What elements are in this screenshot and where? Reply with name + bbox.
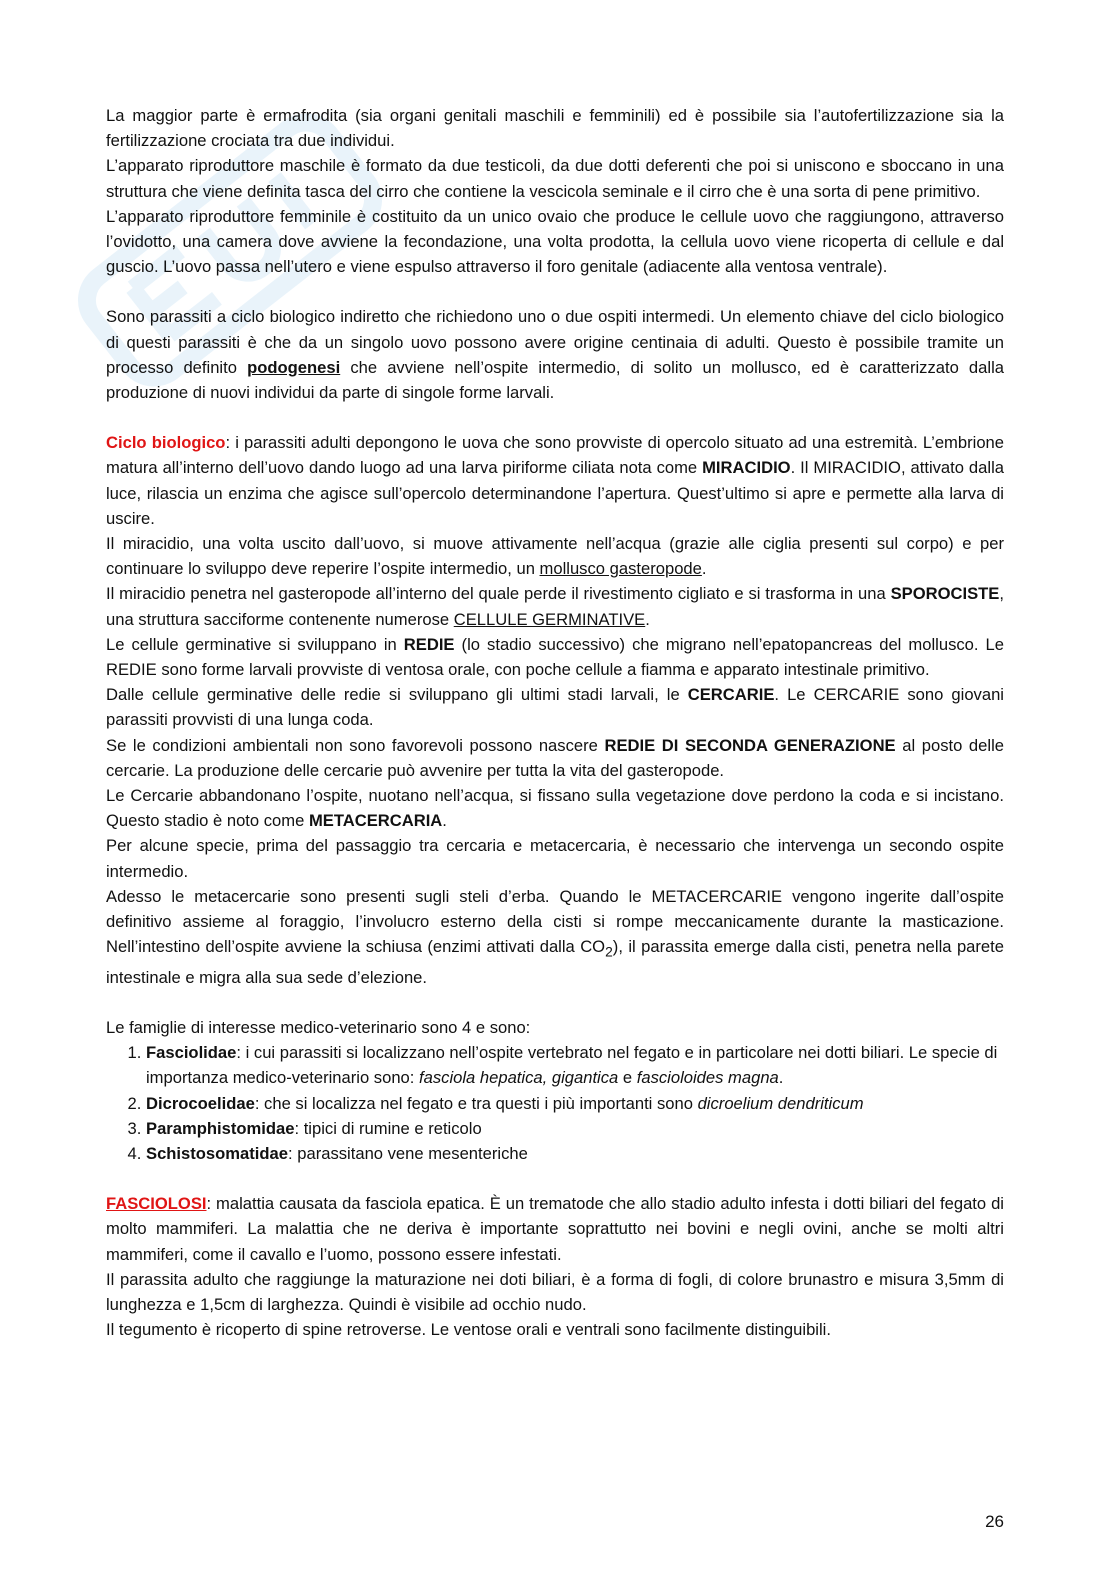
intro-paragraph-2: L’apparato riproduttore maschile è formato da due testicoli, da due dotti deferenti che poi si uniscono e sboccano in una struttura che viene definita tasca del cirro che contiene la vescicola seminale e il cirro che è una sorta di pene primitivo. (106, 156, 1004, 201)
ciclo-biologico-heading: Ciclo biologico (106, 433, 226, 453)
fasciolosi-paragraph-1: FASCIOLOSI: malattia causata da fasciola epatica. È un trematode che allo stadio adulto infesta i dotti biliari del fegato di molto mammiferi. La malattia che ne deriva è importante soprattutto nei bovini e negli ovini, anche se molti altri mammiferi, come il cavallo e l’uomo, possono essere infestati. (106, 1194, 1004, 1264)
ciclo-paragraph-1: Ciclo biologico: i parassiti adulti depongono le uova che sono provviste di opercolo situato ad una estremità. L’embrione matura all’interno dell’uovo dando luogo ad una larva piriforme ciliata nota come MIRACIDIO. Il MIRACIDIO, attivato dalla luce, rilascia un enzima che agisce sull’opercolo determinandone l’apertura. Quest’ultimo si apre e permette alla larva di uscire. (106, 433, 1005, 528)
ciclo-paragraph-6: Se le condizioni ambientali non sono favorevoli possono nascere REDIE DI SECONDA GENERAZIONE al posto delle cercarie. La produzione delle cercarie può avvenire per tutta la vita del gasteropode. (106, 735, 1004, 780)
page-number: 26 (985, 1512, 1004, 1531)
families-list (106, 1040, 1004, 1166)
fasciolosi-heading: FASCIOLOSI (106, 1194, 207, 1214)
list-item: 4. Schistosomatidae: parassitano vene mesenteriche (146, 1141, 1004, 1166)
ciclo-paragraph-5: Dalle cellule germinative delle redie si sviluppano gli ultimi stadi larvali, le CERCARIE. Le CERCARIE sono giovani parassiti provvisti di una lunga coda. (106, 685, 1004, 730)
document-body (106, 103, 1004, 1342)
list-item: 1. Fasciolidae: i cui parassiti si localizzano nell’ospite vertebrato nel fegato e in particolare nei dotti biliari. Le specie di importanza medico-veterinario sono: fasciola hepatica, gigantica e fascioloides magna. (146, 1040, 1004, 1090)
fasciolosi-paragraph-2: Il parassita adulto che raggiunge la maturazione nei doti biliari, è a forma di fogli, di colore brunastro e misura 3,5mm di lunghezza e 1,5cm di larghezza. Quindi è visibile ad occhio nudo. (106, 1269, 1004, 1315)
families-intro: Le famiglie di interesse medico-veterinario sono 4 e sono: (106, 1018, 531, 1038)
podogenesi-term: podogenesi (247, 357, 341, 377)
list-item: 3. Paramphistomidae: tipici di rumine e reticolo (146, 1116, 1004, 1141)
ciclo-paragraph-7: Le Cercarie abbandonano l’ospite, nuotano nell’acqua, si fissano sulla vegetazione dove perdono la coda e si incistano. Questo stadio è noto come METACERCARIA. (106, 786, 1004, 831)
ciclo-paragraph-8: Per alcune specie, prima del passaggio tra cercaria e metacercaria, è necessario che intervenga un secondo ospite intermedio. (106, 836, 1004, 881)
ciclo-paragraph-3: Il miracidio penetra nel gasteropode all’interno del quale perde il rivestimento cigliato e si trasforma in una SPOROCISTE, una struttura sacciforme contenente numerose CELLULE GERMINATIVE. (106, 584, 1004, 629)
intro-paragraph-1: La maggior parte è ermafrodita (sia organi genitali maschili e femminili) ed è possibile sia l’autofertilizzazione sia la fertilizzazione crociata tra due individui. (106, 106, 1004, 151)
cycle-intro-paragraph: Sono parassiti a ciclo biologico indiretto che richiedono uno o due ospiti intermedi. Un elemento chiave del ciclo biologico di questi parassiti è che da un singolo uovo possono avere origine centinaia di adulti. Questo è possibile tramite un processo definito podogenesi che avviene nell’ospite intermedio, di solito un mollusco, ed è caratterizzato dalla produzione di nuovi individui da parte di singole forme larvali. (106, 307, 1004, 403)
list-item: 2. Dicrocoelidae: che si localizza nel fegato e tra questi i più importanti sono dicroelium dendriticum (146, 1091, 1004, 1116)
ciclo-paragraph-4: Le cellule germinative si sviluppano in REDIE (lo stadio successivo) che migrano nell’epatopancreas del mollusco. Le REDIE sono forme larvali provviste di ventosa orale, con poche cellule a fiamma e apparato intestinale primitivo. (106, 634, 1004, 680)
intro-paragraph-3: L’apparato riproduttore femminile è costituito da un unico ovaio che produce le cellule uovo che raggiungono, attraverso l’ovidotto, una camera dove avviene la fecondazione, una volta prodotta, la cellula uovo viene ricoperta di cellule e dal guscio. L’uovo passa nell’utero e viene espulso attraverso il foro genitale (adiacente alla ventosa ventrale). (106, 206, 1004, 277)
ciclo-paragraph-9: Adesso le metacercarie sono presenti sugli steli d’erba. Quando le METACERCARIE vengono ingerite dall’ospite definitivo assieme al foraggio, l’involucro esterno della cisti si rompe meccanicamente durante la masticazione. Nell’intestino dell’ospite avviene la schiusa (enzimi attivati dalla $CO_2$), il parassita emerge dalla cisti, penetra nella parete intestinale e migra alla sua sede d’elezione. (106, 886, 1004, 987)
fasciolosi-paragraph-3: Il tegumento è ricoperto di spine retroverse. Le ventose orali e ventrali sono facilmente distinguibili. (106, 1320, 831, 1340)
ciclo-paragraph-2: Il miracidio, una volta uscito dall’uovo, si muove attivamente nell’acqua (grazie alle ciglia presenti sul corpo) e per continuare lo sviluppo deve reperire l’ospite intermedio, un mollusco gasteropode. (106, 534, 1004, 579)
